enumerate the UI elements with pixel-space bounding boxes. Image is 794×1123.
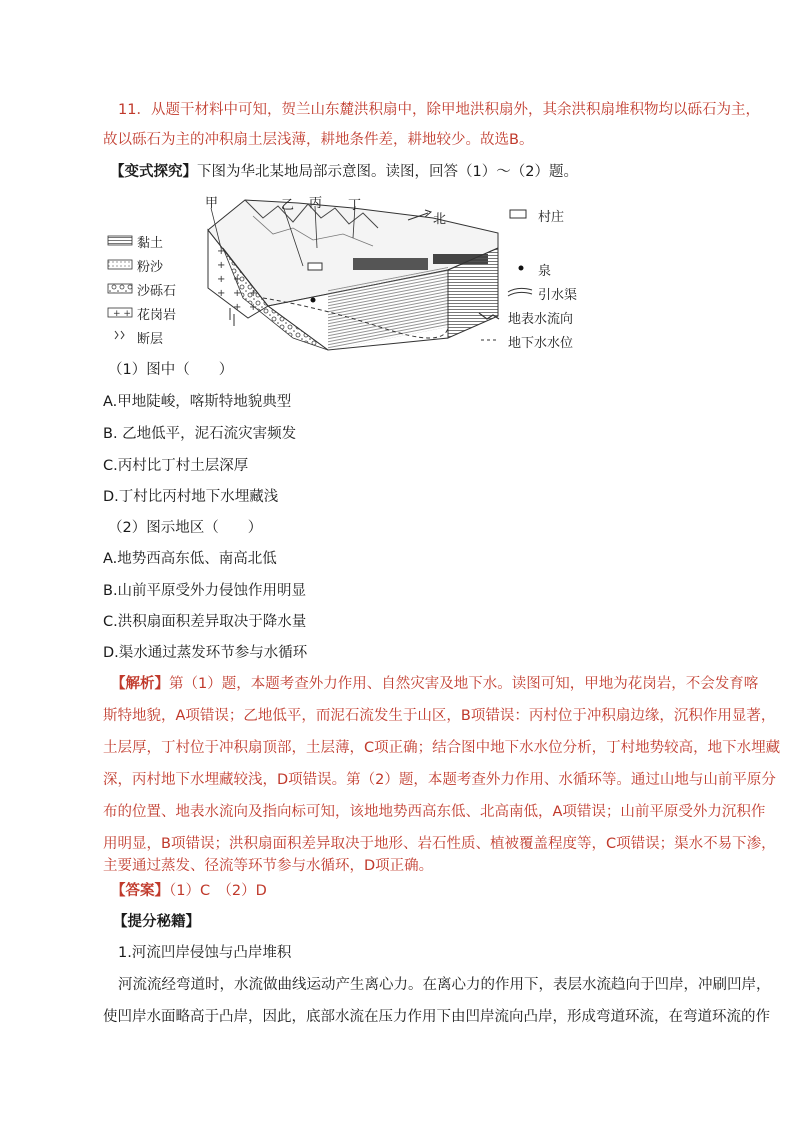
legend-left [108, 236, 132, 339]
question-number: 11． [118, 102, 151, 118]
answer-text: （1）C （2）D [169, 883, 267, 899]
block-body [208, 200, 498, 350]
tips-subtitle: 1.河流凹岸侵蚀与凸岸堆积 [118, 945, 292, 961]
analysis-line-1 [111, 675, 758, 693]
label-jia: 甲 [205, 196, 219, 211]
analysis-line-4: 深，丙村地下水埋藏较浅，D项错误。第（2）题，本题考查外力作用、水循环等。通过山地与山前平原分 [103, 772, 776, 788]
intro-line-1-text: 从题干材料中可知，贺兰山东麓洪积扇中，除甲地洪积扇外，其余洪积扇堆积物均以砾石为主， [150, 102, 760, 118]
silt-swatch [108, 260, 132, 269]
village-icon [308, 263, 322, 270]
q2-option-b: B.山前平原受外力侵蚀作用明显 [103, 583, 307, 599]
q1-option-a: A.甲地陡峻，喀斯特地貌典型 [103, 394, 292, 410]
village-legend-icon [510, 210, 526, 218]
fault-icon [115, 331, 124, 339]
variant-header [110, 163, 578, 181]
variant-text: 下图为华北某地局部示意图。读图，回答（1）～（2）题。 [197, 164, 578, 180]
legend-gravel: 沙砾石 [137, 284, 177, 299]
variant-tag: 【变式探究】 [110, 164, 197, 180]
legend-surface-flow: 地表水流向 [508, 312, 574, 327]
legend-fault: 断层 [137, 332, 164, 347]
intro-line-2: 故以砾石为主的冲积扇土层浅薄，耕地条件差，耕地较少。故选B。 [103, 132, 534, 148]
legend-silt: 粉沙 [137, 260, 164, 275]
clay-swatch [108, 236, 132, 245]
q1-option-c: C.丙村比丁村土层深厚 [103, 458, 249, 474]
q2-option-a: A.地势西高东低、南高北低 [103, 551, 277, 567]
label-ding: 丁 [348, 198, 362, 213]
analysis-line-1-text: 第（1）题，本题考查外力作用、自然灾害及地下水。读图可知，甲地为花岗岩，不会发育喀 [169, 676, 759, 692]
analysis-line-6: 用明显，B项错误；洪积扇面积差异取决于地形、岩石性质、植被覆盖程度等，C项错误；渠水不易下渗， [103, 836, 776, 852]
analysis-line-7: 主要通过蒸发、径流等环节参与水循环，D项正确。 [103, 858, 434, 874]
analysis-line-5: 布的位置、地表水流向及指向标可知，该地地势西高东低、北高南低，A项错误；山前平原受外力沉积作 [103, 804, 766, 820]
label-yi: 乙 [281, 198, 295, 213]
legend-clay: 黏土 [137, 236, 164, 251]
legend-canal: 引水渠 [538, 288, 578, 303]
analysis-tag: 【解析】 [111, 676, 169, 692]
spring-legend-icon [519, 266, 524, 271]
tips-title: 【提分秘籍】 [113, 914, 200, 930]
q1-option-b: B. 乙地低平，泥石流灾害频发 [103, 426, 297, 442]
tips-line-1: 河流流经弯道时，水流做曲线运动产生离心力。在离心力的作用下，表层水流趋向于凹岸，冲刷凹岸， [118, 977, 771, 993]
north-label: 北 [433, 212, 447, 227]
block-diagram-figure [103, 188, 593, 356]
analysis-line-2: 斯特地貌，A项错误；乙地低平，而泥石流发生于山区，B项错误：丙村位于冲积扇边缘，沉积作用显著， [103, 708, 776, 724]
gravel-swatch [108, 284, 132, 293]
q1-option-d: D.丁村比丙村地下水埋藏浅 [103, 489, 279, 505]
answer-tag: 【答案】 [111, 883, 169, 899]
q2-option-d: D.渠水通过蒸发环节参与水循环 [103, 645, 308, 661]
q2-stem: （2）图示地区（ ） [108, 520, 263, 536]
q1-stem: （1）图中（ ） [108, 362, 234, 378]
analysis-line-3: 土层厚，丁村位于冲积扇顶部，土层薄，C项正确；结合图中地下水水位分析，丁村地势较高，地下水埋藏 [103, 740, 781, 756]
intro-line-1 [118, 101, 760, 119]
canal-legend-icon [508, 288, 532, 296]
legend-groundwater: 地下水水位 [508, 336, 574, 351]
q2-option-c: C.洪积扇面积差异取决于降水量 [103, 614, 307, 630]
tips-line-2: 使凹岸水面略高于凸岸，因此，底部水流在压力作用下由凹岸流向凸岸，形成弯道环流，在弯道环流的作 [103, 1009, 770, 1025]
legend-spring: 泉 [538, 264, 552, 279]
answer-line [111, 882, 267, 900]
svg-text:+ +: + + [113, 309, 131, 319]
legend-village: 村庄 [538, 210, 565, 225]
spring-icon [311, 298, 316, 303]
legend-granite: 花岗岩 [137, 308, 177, 323]
label-bing: 丙 [309, 196, 323, 211]
block-diagram-svg [103, 188, 593, 356]
